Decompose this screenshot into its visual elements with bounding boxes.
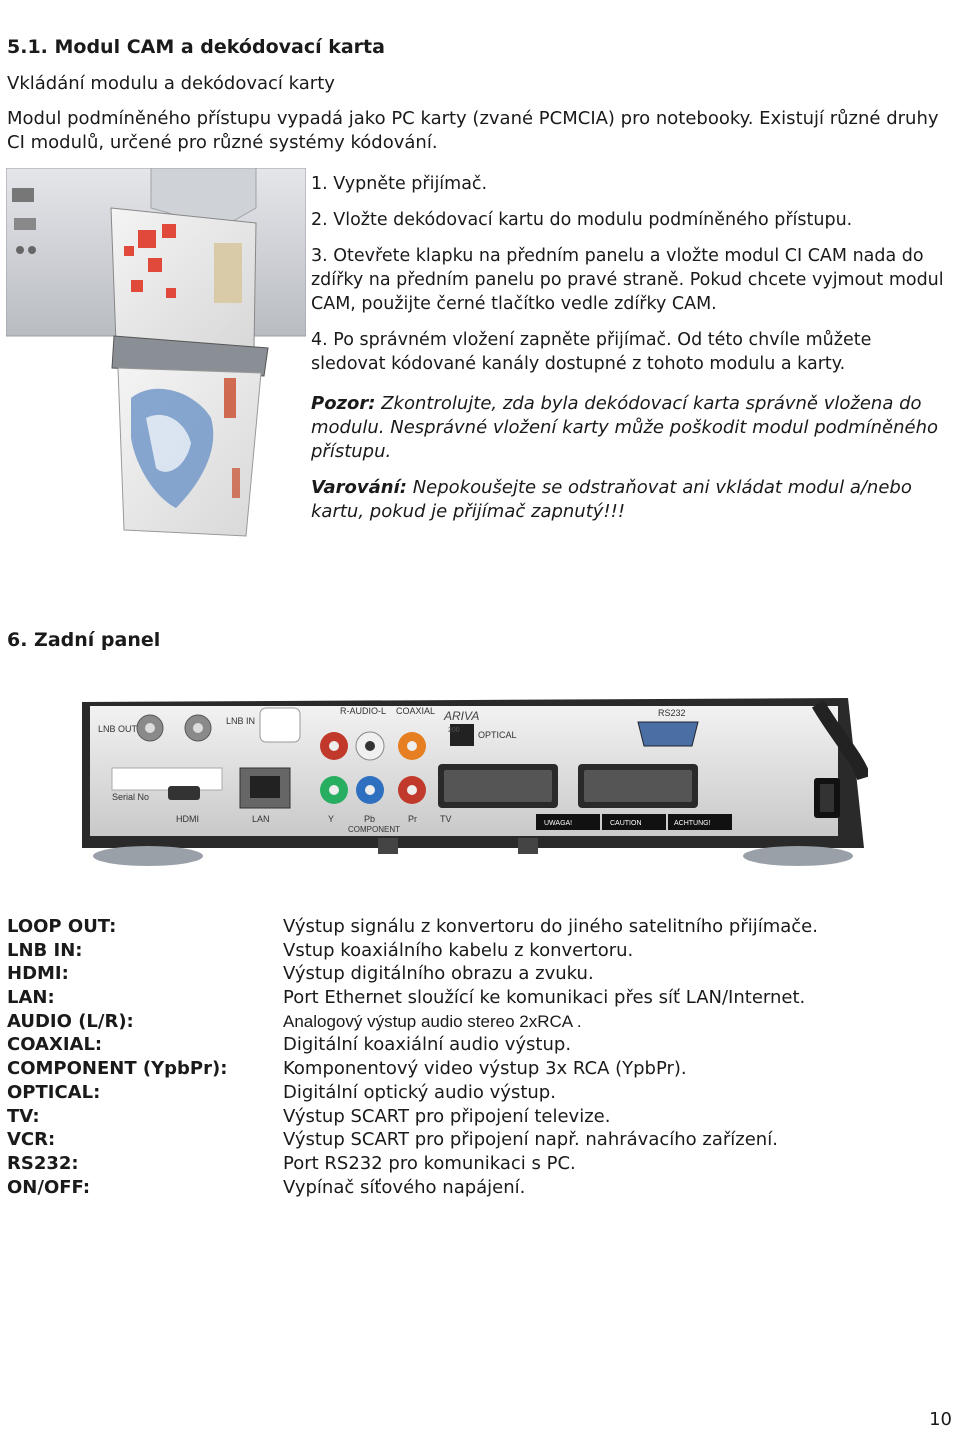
step-3: 3. Otevřete klapku na předním panelu a vložte modul CI CAM nada do zdířky na předním panelu po pravé straně. Pokud chcete vyjmout modul CAM, použijte černé tlačítko vedle zdířky CAM. — [311, 246, 944, 314]
legend-term: COAXIAL: — [7, 1034, 103, 1056]
optical-label: OPTICAL — [478, 730, 517, 740]
legend-term: AUDIO (L/R): — [7, 1010, 134, 1032]
legend-row — [7, 1105, 818, 1129]
legend-term: COMPONENT (YpbPr): — [7, 1058, 228, 1080]
legend-desc: Výstup SCART pro připojení televize. — [283, 1105, 611, 1127]
warning-label: Varování: — [311, 477, 407, 498]
legend-desc: Digitální koaxiální audio výstup. — [283, 1034, 572, 1056]
legend-desc: Komponentový video výstup 3x RCA (YpbPr). — [283, 1058, 687, 1080]
legend-row — [7, 962, 818, 986]
pr-label: Pr — [408, 814, 417, 824]
caution-note — [311, 392, 951, 464]
legend-row — [7, 1176, 818, 1200]
caution-text: Zkontrolujte, zda byla dekódovací karta správně vložena do modulu. Nesprávné vložení karty může poškodit modul podmíněného přístupu. — [311, 393, 939, 462]
legend-term: VCR: — [7, 1129, 56, 1151]
legend-desc: Výstup signálu z konvertoru do jiného satelitního přijímače. — [283, 916, 818, 937]
y-label: Y — [328, 814, 335, 824]
steps-list — [311, 172, 951, 388]
rear-panel-photo — [78, 698, 868, 870]
legend-desc: Digitální optický audio výstup. — [283, 1081, 556, 1103]
legend-row — [7, 939, 818, 963]
tv-label: TV — [440, 814, 452, 824]
legend-term: LOOP OUT: — [7, 916, 117, 937]
legend-term: RS232: — [7, 1152, 79, 1174]
component-label: COMPONENT — [348, 825, 400, 834]
legend-row — [7, 1081, 818, 1105]
legend-row — [7, 1057, 818, 1081]
legend-desc: Port RS232 pro komunikaci s PC. — [283, 1152, 576, 1174]
legend-desc: Výstup digitálního obrazu a zvuku. — [283, 963, 594, 985]
section-intro: Modul podmíněného přístupu vypadá jako PC karty (zvané PCMCIA) pro notebooky. Existují různé druhy CI modulů, určené pro různé systémy kódování. — [7, 108, 939, 153]
legend-term: LNB IN: — [7, 939, 83, 961]
lan-label: LAN — [252, 814, 270, 824]
rear-panel-title: 6. Zadní panel — [7, 629, 161, 651]
coaxial-label: COAXIAL — [396, 706, 436, 716]
lnb-in-label: LNB IN — [226, 716, 256, 726]
hdmi-label: HDMI — [176, 814, 199, 824]
uwaga-label: UWAGA! — [544, 820, 573, 827]
legend-row — [7, 1033, 818, 1057]
legend-term: LAN: — [7, 987, 55, 1009]
step-1: 1. Vypněte přijímač. — [311, 174, 488, 194]
achtung-label: ACHTUNG! — [674, 820, 711, 827]
model-label: 200 — [448, 727, 460, 734]
legend-row — [7, 986, 818, 1010]
legend-row — [7, 1128, 818, 1152]
serial-label: Serial No — [112, 792, 150, 802]
brand-label: ARIVA — [444, 709, 480, 723]
legend-desc: Vstup koaxiálního kabelu z konvertoru. — [283, 939, 634, 961]
legend-desc: Analogový výstup audio stereo 2xRCA . — [283, 1011, 582, 1031]
caution-label: Pozor: — [311, 393, 376, 414]
caution-sticker-label: CAUTION — [610, 820, 642, 827]
pb-label: Pb — [364, 814, 376, 824]
cam-module-photo — [6, 168, 306, 540]
legend-row — [7, 1010, 818, 1034]
legend-term: ON/OFF: — [7, 1176, 91, 1198]
legend-row — [7, 1152, 818, 1176]
rs232-label: RS232 — [658, 708, 686, 718]
step-2: 2. Vložte dekódovací kartu do modulu podmíněného přístupu. — [311, 210, 853, 230]
warning-note — [311, 476, 951, 524]
section-subtitle: Vkládání modulu a dekódovací karty — [7, 73, 335, 94]
legend-term: OPTICAL: — [7, 1081, 101, 1103]
legend-row — [7, 915, 818, 939]
legend-term: TV: — [7, 1105, 40, 1127]
section-title: 5.1. Modul CAM a dekódovací karta — [7, 36, 385, 58]
audio-label: R-AUDIO-L — [340, 706, 387, 716]
rear-panel-legend — [7, 915, 818, 1199]
legend-term: HDMI: — [7, 963, 69, 985]
step-4: 4. Po správném vložení zapněte přijímač. Od této chvíle můžete sledovat kódované kanály dostupné z tohoto modulu a karty. — [311, 330, 872, 374]
legend-desc: Port Ethernet sloužící ke komunikaci přes síť LAN/Internet. — [283, 987, 806, 1009]
lnb-out-label: LNB OUT — [98, 724, 138, 734]
legend-desc: Vypínač síťového napájení. — [283, 1176, 526, 1198]
legend-desc: Výstup SCART pro připojení např. nahrávacího zařízení. — [283, 1129, 778, 1151]
warning-text: Nepokoušejte se odstraňovat ani vkládat modul a/nebo kartu, pokud je přijímač zapnutý!!! — [311, 477, 912, 522]
page-number: 10 — [929, 1409, 952, 1430]
